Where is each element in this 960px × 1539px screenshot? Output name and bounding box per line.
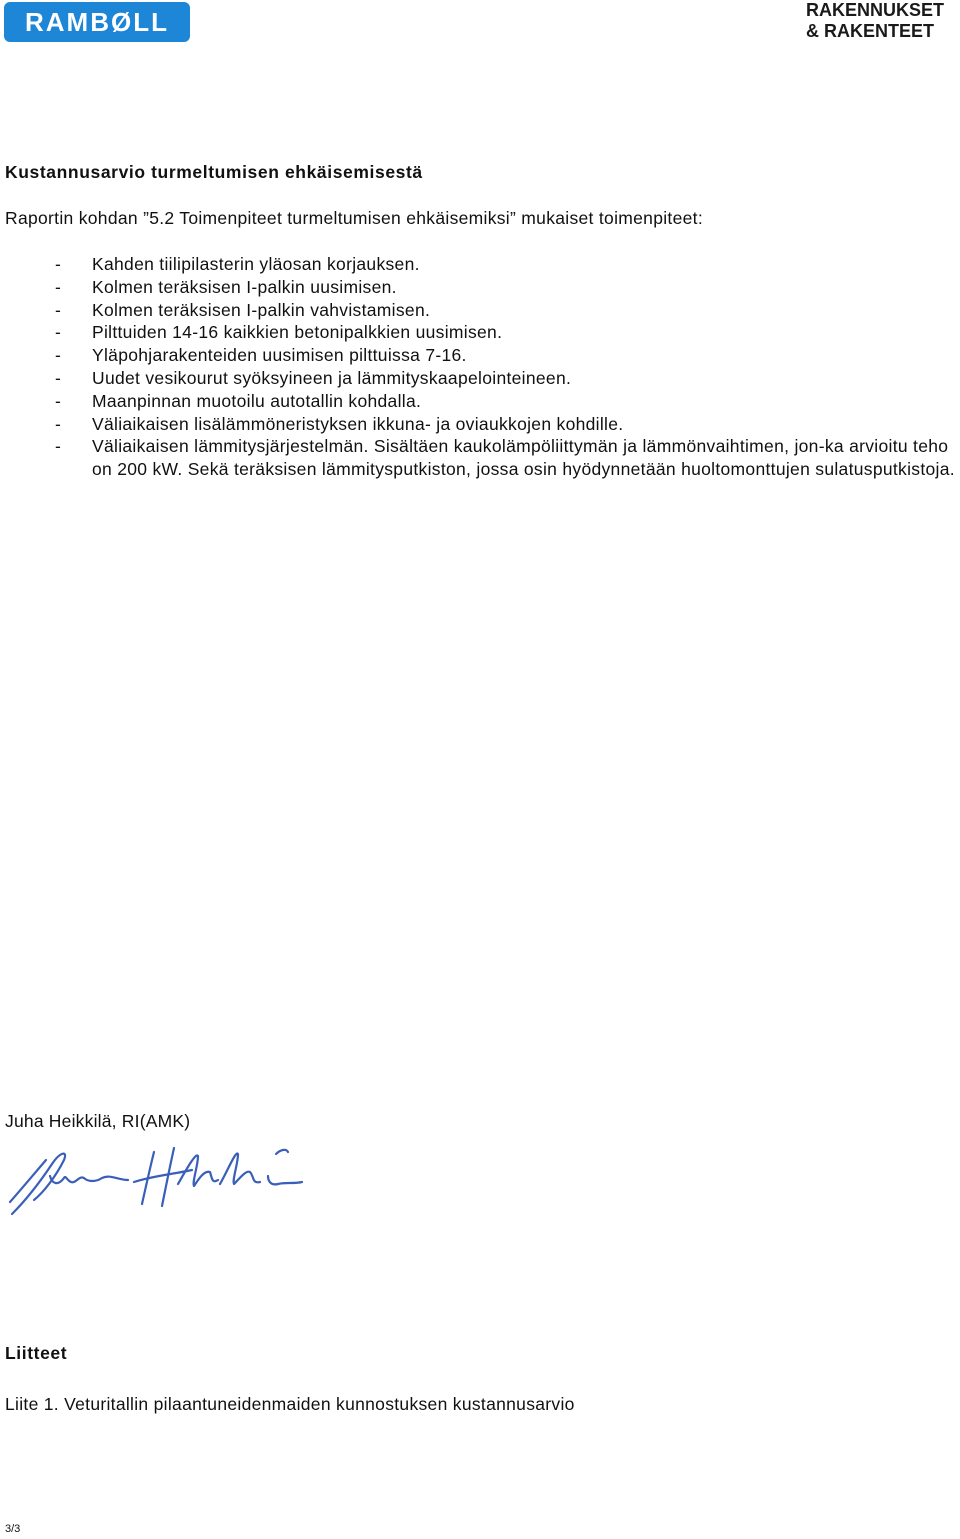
list-item [55,435,960,481]
attachment-item: Liite 1. Veturitallin pilaantuneidenmaiden kunnostuksen kustannusarvio [5,1394,575,1414]
list-item [55,367,960,390]
department-brand [806,0,944,42]
list-item [55,344,960,367]
bullet-marker: - [55,254,62,274]
brand-line-1: RAKENNUKSET [805,0,944,20]
list-item-text: Uudet vesikourut syöksyineen ja lämmityskaapelointeineen. [92,367,572,388]
list-item [55,321,960,344]
list-item [55,413,960,436]
list-item-text: Kolmen teräksisen I-palkin uusimisen. [92,276,397,297]
brand-line-2: & RAKENTEET [805,21,934,41]
measures-list [55,253,960,481]
list-item-text: Maanpinnan muotoilu autotallin kohdalla. [92,390,422,411]
list-item-text: Yläpohjarakenteiden uusimisen pilttuissa 7-16. [92,345,467,366]
bullet-marker: - [55,299,62,320]
bullet-marker: - [55,390,62,411]
list-item-text: Kahden tiilipilasterin yläosan korjauksen. [92,254,420,274]
page-number: 3/3 [5,1523,21,1535]
list-item [55,253,960,276]
logo-text: RAMBØLL [25,6,169,37]
signature-image [6,1140,306,1220]
list-item-text: Pilttuiden 14-16 kaikkien betonipalkkien uusimisen. [92,322,503,343]
bullet-marker: - [55,345,62,366]
bullet-marker: - [55,367,62,388]
attachments-heading: Liitteet [5,1343,68,1363]
bullet-marker: - [55,436,62,457]
bullet-marker: - [55,413,62,434]
bullet-marker: - [55,322,62,343]
list-item-text: Väliaikaisen lämmitysjärjestelmän. Sisältäen kaukolämpöliittymän ja lämmönvaihtimen, jon-ka arvioitu teho on 200 kW. Sekä teräksisen lämmitysputkiston, jossa osin hyödynnetään huoltomonttujen sulatusputkistoja. [92,436,955,480]
author-name: Juha Heikkilä, RI(AMK) [5,1111,191,1131]
document-title: Kustannusarvio turmeltumisen ehkäisemisestä [5,162,423,182]
list-item [55,276,960,299]
list-item-text: Kolmen teräksisen I-palkin vahvistamisen. [92,299,431,320]
list-item [55,390,960,413]
list-item [55,299,960,322]
intro-paragraph: Raportin kohdan ”5.2 Toimenpiteet turmeltumisen ehkäisemiksi” mukaiset toimenpiteet: [5,208,703,228]
rambol-logo [4,2,190,42]
list-item-text: Väliaikaisen lisälämmöneristyksen ikkuna- ja oviaukkojen kohdille. [92,413,624,434]
bullet-marker: - [55,276,62,297]
